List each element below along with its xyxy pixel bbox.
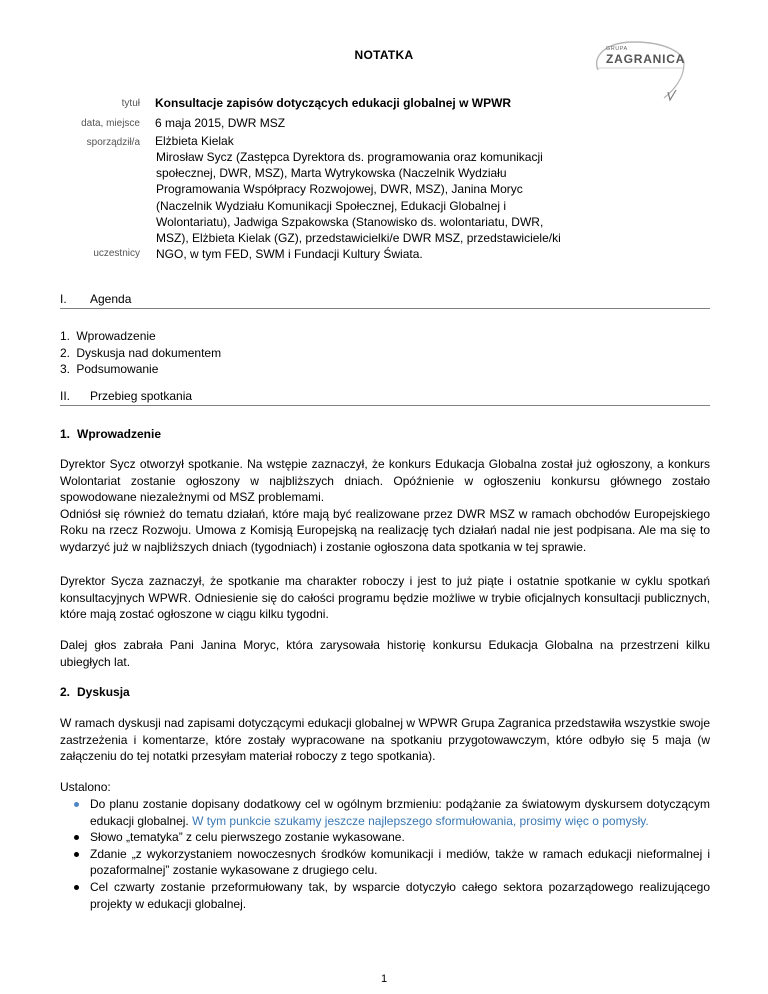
agenda-list	[60, 328, 221, 378]
paragraph-text: Dyrektor Sycza zaznaczył, że spotkanie ma charakter roboczy i jest to już piąte i ostatnie spotkanie w cyklu spotkań konsultacyjnych WPWR. Odniesienie się do całości programu będzie możliwe w trybie oficjalnych konsultacji publicznych, które mają zostać ogłoszone w ciągu kilku tygodni.	[60, 574, 710, 622]
section-meeting-heading	[60, 389, 710, 406]
page-number: 1	[380, 973, 388, 985]
bullet-icon	[74, 835, 79, 840]
date-value: 6 maja 2015, DWR MSZ	[155, 116, 286, 130]
paragraph-text: Ustalono:	[60, 780, 111, 794]
participants-line: Wolontariatu), Jadwiga Szpakowska (Stanowisko ds. wolontariatu, DWR,	[156, 214, 544, 229]
section-title: Agenda	[90, 292, 132, 306]
bullet-icon	[74, 852, 79, 857]
paragraph-text: Dalej głos zabrała Pani Janina Moryc, która zarysowała historię konkursu Edukacja Globalna na przestrzeni kilku ubiegłych lat.	[60, 638, 710, 669]
agenda-item	[60, 328, 221, 345]
paragraph-text: Odniósł się również do tematu działań, które mają być realizowane przez DWR MSZ w ramach obchodów Europejskiego Roku na rzecz Rozwoju. Umowa z Komisją Europejską na realizację tych działań nadal nie jest podpisana. Ale ma się to wydarzyć już w najbliższych dniach (tygodniach) i zostanie ogłoszona data spotkania w tej sprawie.	[60, 506, 710, 554]
list-item	[74, 829, 710, 846]
agenda-item	[60, 345, 221, 362]
grupa-zagranica-logo	[584, 38, 694, 108]
intro-paragraph-2	[60, 573, 710, 623]
participants-line: (Naczelnik Wydziału Komunikacji Społecznej, Edukacji Globalnej i	[156, 198, 507, 213]
paragraph-text: Dyrektor Sycz otworzył spotkanie. Na wstępie zaznaczył, że konkurs Edukacja Globalna został już ogłoszony, a konkurs Wolontariat zostanie ogłoszony w najbliższych dniach. Opóźnienie w ogłoszeniu konkursu głównego zostało spowodowane niezależnymi od MSZ problemami.	[60, 457, 710, 505]
bullet-highlight-text: W tym punkcie szukamy jeszcze najlepszego sformułowania, prosimy więc o pomysły.	[188, 813, 649, 828]
agenda-item-text: Wprowadzenie	[76, 329, 156, 343]
author-label: sporządził/a	[86, 137, 140, 148]
agenda-item-number: 2.	[60, 345, 71, 360]
participants-line: MSZ), Elżbieta Kielak (GZ), przedstawicielki/e DWR MSZ, przedstawiciele/ki	[156, 231, 561, 246]
list-item	[74, 846, 710, 879]
participants-line: Programowania Współpracy Rozwojowej, DWR, MSZ), Janina Moryc	[156, 182, 523, 197]
agreed-label	[60, 779, 710, 796]
agenda-item-text: Dyskusja nad dokumentem	[76, 345, 222, 360]
intro-paragraph-1	[60, 456, 710, 556]
title-value: Konsultacje zapisów dotyczących edukacji globalnej w WPWR	[155, 96, 512, 110]
agenda-item-text: Podsumowanie	[76, 362, 159, 377]
participants-line: NGO, w tym FED, SWM i Fundacji Kultury Świata.	[156, 247, 423, 262]
list-item	[74, 879, 710, 912]
title-label: tytuł	[121, 98, 140, 109]
date-label: data, miejsce	[81, 118, 140, 129]
logo-top-text: GRUPA	[606, 46, 628, 52]
subsection-discussion-heading	[60, 685, 130, 699]
subsection-intro-heading	[60, 427, 161, 441]
bullet-icon	[74, 885, 79, 890]
section-number: I.	[60, 292, 67, 306]
agenda-item-number: 3.	[60, 362, 71, 377]
bullet-text: Do planu zostanie dopisany dodatkowy cel w ogólnym brzmieniu: podążanie za światowym dyskursem dotyczącym edukacji globalnej.	[90, 797, 710, 828]
participants-value	[156, 149, 596, 262]
logo-main-text: ZAGRANICA	[606, 52, 686, 66]
agenda-item-number: 1.	[60, 329, 71, 343]
subsection-number: 2.	[60, 685, 71, 699]
participants-line: społecznej, DWR, MSZ), Marta Wytrykowska (Naczelnik Wydziału	[156, 166, 507, 181]
section-title: Przebieg spotkania	[90, 389, 193, 403]
agenda-item	[60, 361, 221, 378]
subsection-number: 1.	[60, 427, 71, 441]
discussion-paragraph	[60, 715, 710, 765]
section-number: II.	[60, 389, 71, 403]
agreed-bullet-list	[74, 796, 710, 912]
participants-label: uczestnicy	[93, 248, 140, 259]
subsection-title: Wprowadzenie	[77, 427, 162, 441]
bullet-text: Cel czwarty zostanie przeformułowany tak, by wsparcie dotyczyło całego sektora pozarządowego realizującego projekty w edukacji globalnej.	[90, 879, 710, 911]
bullet-icon	[74, 802, 79, 807]
document-title: NOTATKA	[354, 48, 414, 62]
author-value: Elżbieta Kielak	[155, 134, 234, 148]
list-item	[74, 796, 710, 829]
paragraph-text: W ramach dyskusji nad zapisami dotyczącymi edukacji globalnej w WPWR Grupa Zagranica przedstawiła wszystkie swoje zastrzeżenia i komentarze, które zostały wypracowane na spotkaniu przygotowawczym, które odbyło się 5 maja (w załączeniu do tej notatki przesyłam materiał roboczy z tego spotkania).	[60, 716, 710, 764]
participants-line: Mirosław Sycz (Zastępca Dyrektora ds. programowania oraz komunikacji	[156, 150, 543, 164]
bullet-text: Słowo „tematyka” z celu pierwszego zostanie wykasowane.	[90, 830, 405, 845]
logo-swoosh-icon	[584, 38, 694, 108]
bullet-text: Zdanie „z wykorzystaniem nowoczesnych środków komunikacji i mediów, także w ramach edukacji nieformalnej i pozaformalnej” zostanie wykasowane z drugiego celu.	[90, 846, 710, 878]
section-agenda-heading	[60, 292, 710, 309]
subsection-title: Dyskusja	[77, 685, 130, 699]
intro-paragraph-3	[60, 637, 710, 670]
